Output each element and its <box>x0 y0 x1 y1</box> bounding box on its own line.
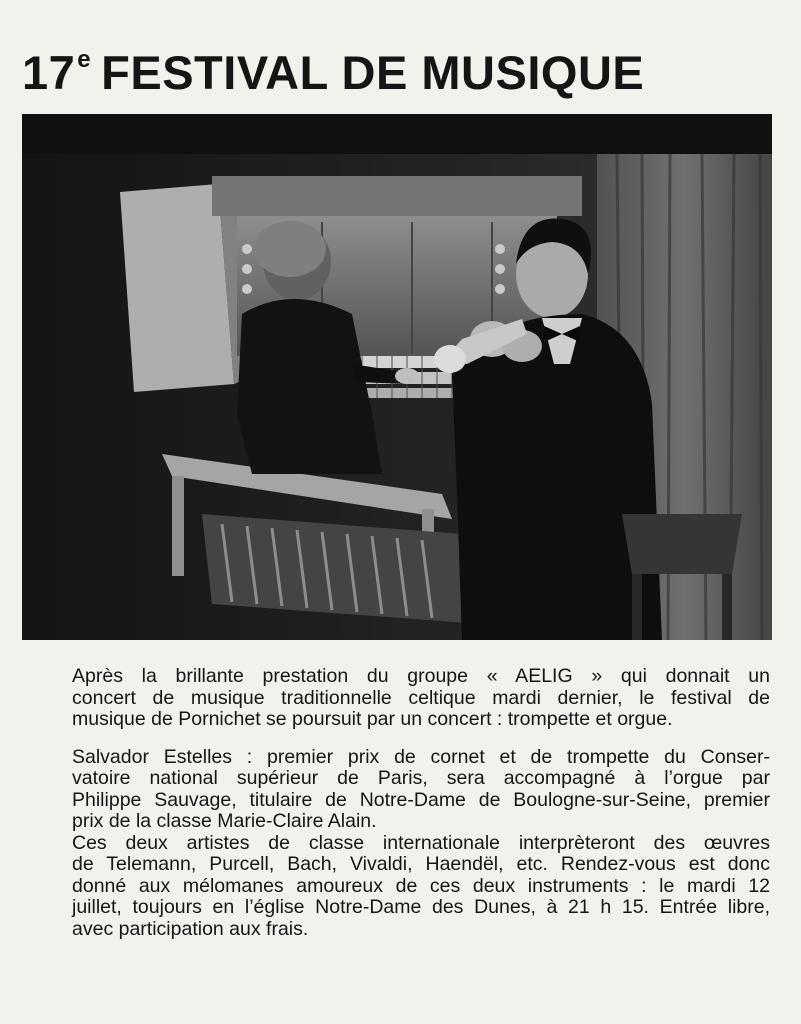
text-line: donné aux mélomanes amoureux de ces deux instruments : le mardi 12 <box>72 874 770 897</box>
text-line: musique de Pornichet se poursuit par un concert : trompette et orgue. <box>72 708 673 730</box>
headline <box>22 30 644 103</box>
text-line: Philippe Sauvage, titulaire de Notre-Dame de Boulogne-sur-Seine, premier <box>72 788 770 811</box>
text-line: avec participation aux frais. <box>72 917 309 940</box>
headline-title: FESTIVAL DE MUSIQUE <box>101 46 645 99</box>
article-paragraph-3 <box>24 833 770 941</box>
text-line: Ces deux artistes de classe internationale interprèteront des œuvres <box>72 831 770 854</box>
text-line: concert de musique traditionnelle celtique mardi dernier, le festival de <box>72 686 770 709</box>
headline-number: 17 <box>22 46 76 99</box>
text-line: vatoire national supérieur de Paris, sera accompagné à l’orgue par <box>72 767 770 789</box>
article-body <box>24 666 770 940</box>
article-paragraph-1 <box>24 666 770 731</box>
text-line: de Telemann, Purcell, Bach, Vivaldi, Haendël, etc. Rendez-vous est donc <box>72 853 770 875</box>
organ-trumpet-photo-illustration <box>22 114 772 640</box>
text-line: juillet, toujours en l’église Notre-Dame des Dunes, à 21 h 15. Entrée libre, <box>72 896 770 918</box>
article-paragraph-2 <box>24 747 770 833</box>
headline-superscript: e <box>77 46 92 73</box>
text-line: Après la brillante prestation du groupe « AELIG » qui donnait un <box>72 665 770 687</box>
concert-photo <box>22 114 772 640</box>
text-line: prix de la classe Marie-Claire Alain. <box>72 810 377 832</box>
text-line: Salvador Estelles : premier prix de cornet et de trompette du Conser- <box>72 745 770 768</box>
